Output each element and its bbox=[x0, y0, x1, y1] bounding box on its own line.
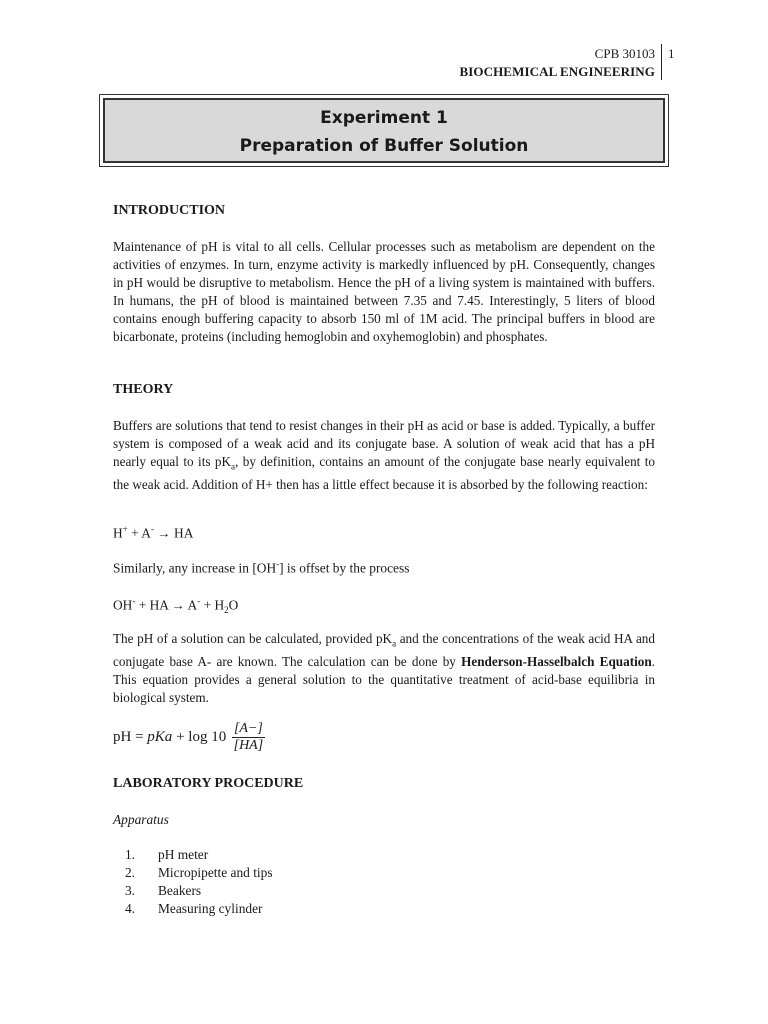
department-name: BIOCHEMICAL ENGINEERING bbox=[459, 64, 655, 79]
title-box bbox=[99, 94, 669, 167]
introduction-heading: INTRODUCTION bbox=[113, 203, 226, 218]
apparatus-list bbox=[113, 846, 273, 918]
equation-numerator: [A−] bbox=[233, 721, 263, 736]
course-code: CPB 30103 bbox=[594, 46, 655, 61]
reaction-1: H+ + A- → HA bbox=[113, 524, 194, 541]
introduction-paragraph: Maintenance of pH is vital to all cells. Cellular processes such as metabolism are dependent on the activities of enzymes. In turn, enzyme activity is markedly influenced by pH. Consequently, changes in pH would be disruptive to metabolism. Hence the pH of a living system is maintained with buffers. In humans, the pH of blood is maintained between 7.35 and 7.45. Interestingly, 5 liters of blood contains enough buffering capacity to absorb 150 ml of 1M acid. The principal buffers in blood are bicarbonate, proteins (including hemoglobin and oxyhemoglobin) and phosphates. bbox=[113, 239, 655, 344]
theory-paragraph-2: The pH of a solution can be calculated, provided $pK_a$ and the concentrations of the weak acid HA and conjugate base A- are known. The calculation can be done by Henderson-Hasselbalch Equation. This equation provides a general solution to the quantitative treatment of acid-base equilibria in biological system. bbox=[113, 631, 655, 705]
apparatus-subheading: Apparatus bbox=[113, 812, 169, 827]
list-item: 1. pH meter bbox=[124, 847, 209, 862]
procedure-heading: LABORATORY PROCEDURE bbox=[113, 776, 304, 791]
equation-fraction bbox=[232, 721, 265, 754]
equation-denominator: [HA] bbox=[233, 738, 264, 753]
equation-lhs: pH = bbox=[113, 728, 148, 745]
experiment-number: Experiment 1 bbox=[320, 108, 448, 128]
henderson-hasselbalch-equation bbox=[113, 721, 265, 754]
equation-pka: pKa bbox=[147, 728, 173, 745]
theory-paragraph-1: Buffers are solutions that tend to resist changes in their pH as acid or base is added. Typically, a buffer system is composed of a weak acid and its conjugate base. A solution of weak acid that has a pH nearly equal to its $pK_a$, by definition, contains an amount of the conjugate base nearly equivalent to the weak acid. Addition of H+ then has a little effect because it is absorbed by the following reaction: bbox=[113, 418, 656, 492]
page-number: 1 bbox=[668, 46, 675, 61]
reaction-2: OH- + HA → $A^- + H_2O$ bbox=[113, 596, 239, 616]
experiment-title: Preparation of Buffer Solution bbox=[239, 136, 529, 156]
list-item: 2. Micropipette and tips bbox=[124, 865, 273, 880]
list-item: 4. Measuring cylinder bbox=[124, 901, 263, 916]
header-divider bbox=[661, 44, 662, 80]
list-item: 3. Beakers bbox=[124, 883, 202, 898]
similarly-line: Similarly, any increase in [OH-] is offset by the process bbox=[113, 559, 410, 576]
equation-log: + log 10 bbox=[172, 728, 227, 745]
page-header bbox=[0, 44, 768, 84]
theory-heading: THEORY bbox=[113, 382, 174, 397]
